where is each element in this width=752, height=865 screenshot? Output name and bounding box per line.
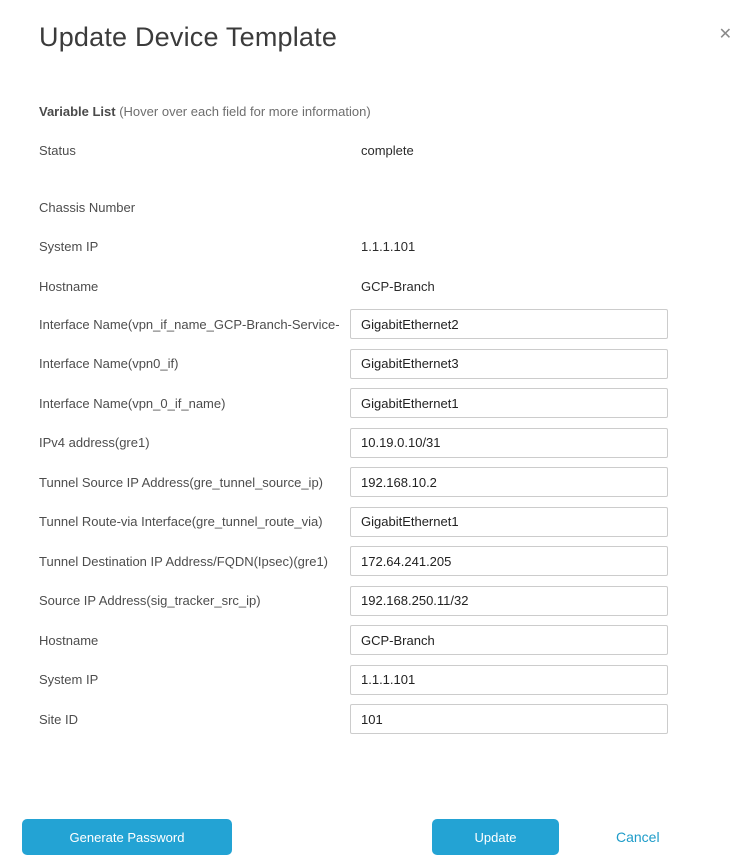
variable-list-header bbox=[39, 104, 668, 120]
hostname-label: Hostname bbox=[39, 278, 99, 294]
system-ip-label: System IP bbox=[39, 238, 99, 254]
tunnel-source-ip-label: Tunnel Source IP Address(gre_tunnel_source_ip) bbox=[39, 474, 324, 490]
field-row-site-id bbox=[39, 704, 668, 734]
site-id-label: Site ID bbox=[39, 711, 79, 727]
source-ip-sig-tracker-label: Source IP Address(sig_tracker_src_ip) bbox=[39, 593, 261, 608]
interface-name-vpn0-if-label: Interface Name(vpn0_if) bbox=[39, 356, 179, 371]
field-row-ipv4-address-gre1 bbox=[39, 428, 668, 458]
variable-list-heading: Variable List bbox=[39, 104, 116, 119]
tunnel-route-via-interface-input[interactable] bbox=[350, 507, 668, 537]
field-row-interface-name-vpn0-if bbox=[39, 349, 668, 379]
chassis-number-label: Chassis Number bbox=[39, 199, 136, 215]
source-ip-sig-tracker-input[interactable] bbox=[350, 586, 668, 616]
site-id-input[interactable] bbox=[350, 704, 668, 734]
cancel-button[interactable]: Cancel bbox=[616, 829, 660, 845]
update-button[interactable]: Update bbox=[432, 819, 559, 855]
tunnel-route-via-interface-label: Tunnel Route-via Interface(gre_tunnel_route_via) bbox=[39, 514, 323, 529]
field-row-tunnel-route-via-interface bbox=[39, 507, 668, 537]
modal-footer bbox=[0, 819, 752, 855]
close-icon[interactable]: ✕ bbox=[715, 23, 736, 47]
ipv4-address-gre1-label: IPv4 address(gre1) bbox=[39, 435, 150, 450]
field-row-tunnel-source-ip bbox=[39, 467, 668, 497]
interface-name-vpn-0-if-name-label: Interface Name(vpn_0_if_name) bbox=[39, 395, 226, 411]
ipv4-address-gre1-input[interactable] bbox=[350, 428, 668, 458]
generate-password-button[interactable]: Generate Password bbox=[22, 819, 232, 855]
system-ip-input[interactable] bbox=[350, 665, 668, 695]
interface-name-vpn-if-name-label: Interface Name(vpn_if_name_GCP-Branch-Service- bbox=[39, 316, 340, 332]
field-row-hostname bbox=[39, 278, 668, 294]
page-title: Update Device Template bbox=[39, 22, 338, 52]
interface-name-vpn-0-if-name-input[interactable] bbox=[350, 388, 668, 418]
field-row-hostname-editable bbox=[39, 625, 668, 655]
field-row-interface-name-vpn-if-name bbox=[39, 309, 668, 339]
field-row-interface-name-vpn-0-if-name bbox=[39, 388, 668, 418]
status-label: Status bbox=[39, 142, 76, 158]
tunnel-destination-ip-label: Tunnel Destination IP Address/FQDN(Ipsec)(gre1) bbox=[39, 553, 329, 569]
status-value: complete bbox=[361, 142, 414, 158]
interface-name-vpn-if-name-input[interactable] bbox=[350, 309, 668, 339]
field-row-tunnel-destination-ip bbox=[39, 546, 668, 576]
interface-name-vpn0-if-input[interactable] bbox=[350, 349, 668, 379]
editable-fields-section bbox=[39, 309, 668, 734]
hostname-input[interactable] bbox=[350, 625, 668, 655]
field-row-source-ip-sig-tracker bbox=[39, 586, 668, 616]
variable-list-hint: (Hover over each field for more information) bbox=[119, 104, 371, 119]
field-row-status bbox=[39, 142, 668, 158]
tunnel-source-ip-input[interactable] bbox=[350, 467, 668, 497]
hostname-value: GCP-Branch bbox=[361, 278, 435, 294]
field-row-system-ip bbox=[39, 238, 668, 254]
field-row-system-ip-editable bbox=[39, 665, 668, 695]
hostname-editable-label: Hostname bbox=[39, 632, 99, 648]
system-ip-value: 1.1.1.101 bbox=[361, 238, 416, 254]
system-ip-editable-label: System IP bbox=[39, 672, 99, 687]
tunnel-destination-ip-input[interactable] bbox=[350, 546, 668, 576]
update-device-template-modal bbox=[0, 20, 752, 865]
field-row-chassis-number bbox=[39, 199, 668, 215]
